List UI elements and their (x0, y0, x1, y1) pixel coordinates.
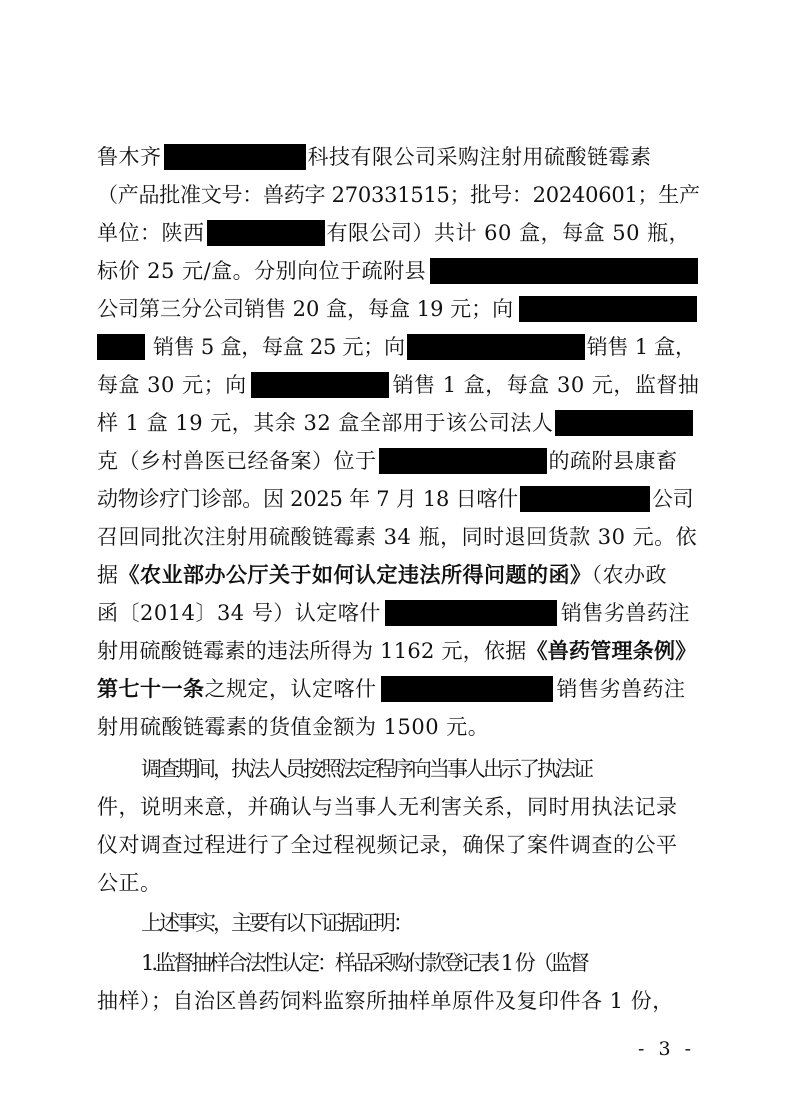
text-segment: 鲁木齐 (97, 145, 162, 169)
text-line (97, 788, 697, 826)
page-number: - 3 - (638, 1038, 696, 1060)
text-segment: 射用硫酸链霉素的货值金额为 1500 元。 (97, 715, 490, 739)
redaction-block (520, 486, 650, 512)
redaction-block (519, 296, 697, 322)
text-segment: 每盒 30 元；向 (97, 373, 247, 397)
text-segment: 动物诊疗门诊部。因 2025 年 7 月 18 日喀什 (97, 487, 518, 511)
text-line (97, 328, 697, 366)
text-line (97, 138, 697, 176)
text-segment: 上述事实，主要有以下证据证明： (141, 911, 411, 935)
text-segment: 仪对调查过程进行了全过程视频记录，确保了案件调查的公平 (97, 833, 678, 857)
text-line (97, 214, 697, 252)
redaction-block (207, 220, 325, 246)
text-segment: 销售 1 盒， (586, 335, 696, 359)
redaction-block (379, 448, 547, 474)
text-segment: 召回同批次注射用硫酸链霉素 34 瓶，同时退回货款 30 元。依 (97, 525, 698, 549)
text-segment: 销售劣兽药注 (560, 601, 690, 625)
text-segment: 公正。 (97, 871, 162, 895)
text-segment: 件，说明来意，并确认与当事人无利害关系，同时用执法记录 (97, 795, 678, 819)
text-segment: 调查期间，执法人员按照法定程序向当事人出示了执法证 (141, 757, 591, 781)
redaction-block (381, 676, 553, 702)
redaction-block (407, 334, 585, 360)
text-segment: 据 (97, 563, 119, 587)
text-line (97, 826, 697, 864)
text-line (97, 864, 697, 902)
text-line (97, 252, 697, 290)
text-line (97, 176, 700, 214)
text-segment: 销售 1 盒，每盒 30 元，监督抽 (392, 373, 700, 397)
text-segment: 函〔2014〕34 号）认定喀什 (97, 601, 381, 625)
text-segment: 销售劣兽药注 (556, 677, 686, 701)
text-segment: 销售 5 盒，每盒 25 元；向 (153, 335, 405, 359)
law-citation: 《农业部办公厅关于如何认定违法所得问题的函》 (118, 562, 592, 587)
law-citation: 《兽药管理条例》 (526, 638, 697, 663)
text-line (97, 594, 697, 632)
text-line (97, 982, 697, 1020)
text-segment: 科技有限公司采购注射用硫酸链霉素 (307, 145, 652, 169)
text-line (97, 290, 697, 328)
paragraph-first-line (141, 750, 741, 788)
text-segment: 公司第三分公司销售 20 盒，每盒 19 元；向 (97, 297, 514, 321)
text-line (97, 708, 697, 746)
text-segment: （产品批准文号：兽药字 270331515；批号：20240601；生产 (97, 183, 700, 207)
text-line (97, 632, 697, 670)
text-segment: 有限公司）共计 60 盒，每盒 50 瓶， (326, 221, 691, 245)
redaction-block (555, 410, 693, 436)
text-line (97, 518, 697, 556)
paragraph-first-line (141, 904, 741, 942)
text-line (97, 442, 697, 480)
text-segment: 公司 (651, 487, 694, 511)
text-segment: 克（乡村兽医已经备案）位于 (97, 449, 377, 473)
text-segment: 单位：陕西 (97, 221, 205, 245)
text-segment: 之规定，认定喀什 (204, 677, 377, 701)
text-line (97, 366, 700, 404)
text-line (97, 404, 697, 442)
paragraph-first-line (141, 944, 741, 982)
redaction-block (164, 144, 306, 170)
text-segment: 标价 25 元/盒。分别向位于疏附县 (97, 259, 427, 283)
text-segment: 抽样）；自治区兽药饲料监察所抽样单原件及复印件各 1 份， (97, 989, 674, 1013)
text-line (97, 670, 697, 708)
redaction-block (251, 372, 389, 398)
text-segment: 的疏附县康畜 (548, 449, 678, 473)
text-segment: 射用硫酸链霉素的违法所得为 1162 元，依据 (97, 639, 527, 663)
text-line (97, 556, 697, 594)
law-article: 第七十一条 (97, 676, 205, 701)
text-segment: 1.监督抽样合法性认定：样品采购付款登记表 1 份（监督 (141, 951, 587, 975)
redaction-block (97, 334, 145, 360)
text-segment: 样 1 盒 19 元，其余 32 盒全部用于该公司法人 (97, 411, 554, 435)
text-segment: （农办政 (591, 563, 667, 587)
text-line (97, 480, 697, 518)
redaction-block (385, 600, 557, 626)
redaction-block (430, 258, 698, 284)
